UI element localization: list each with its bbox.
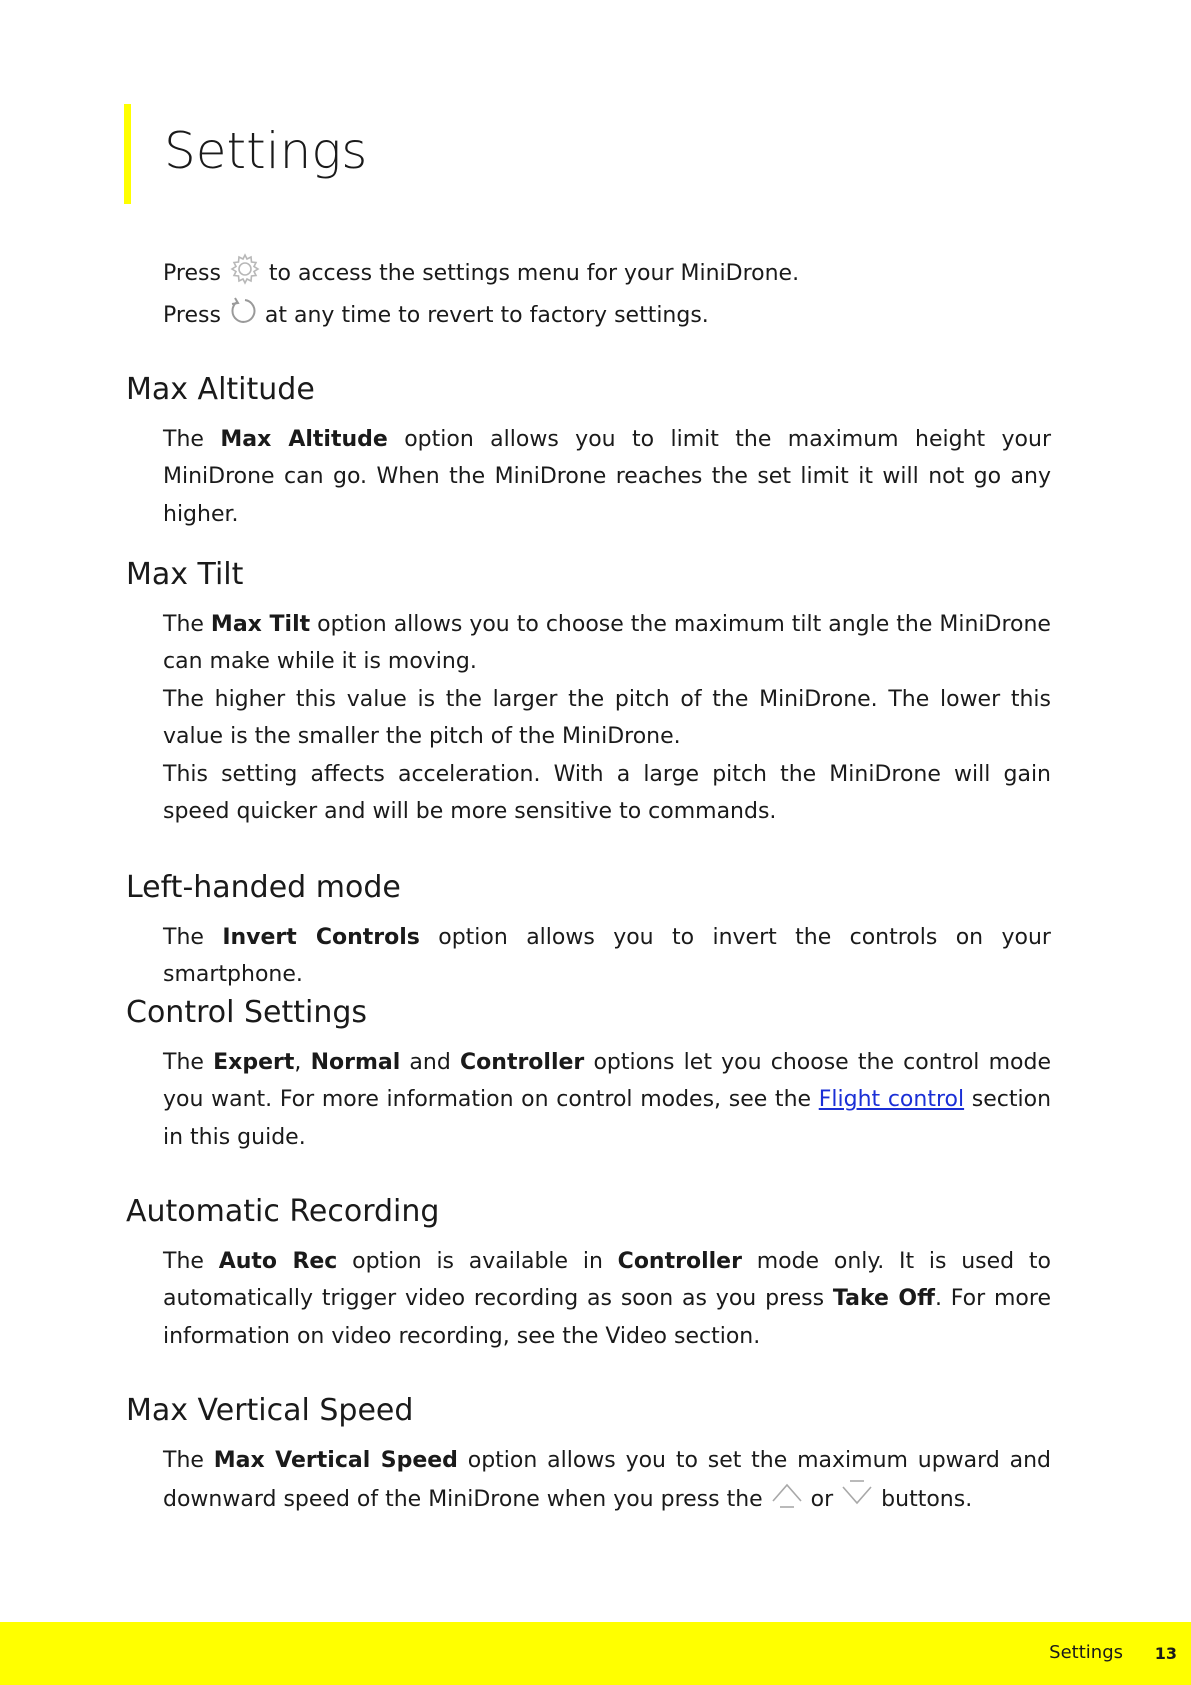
para-max-altitude: The Max Altitude option allows you to limit the maximum height your MiniDrone can go. When the MiniDrone reaches the set limit it will not go any higher. bbox=[163, 427, 1052, 527]
footer-bar bbox=[0, 1622, 1191, 1685]
para-max-tilt-3: This setting affects acceleration. With a large pitch the MiniDrone will gain speed quicker and will be more sensitive to commands. bbox=[163, 762, 1051, 825]
heading-left-handed: Left-handed mode bbox=[126, 870, 401, 905]
heading-max-tilt: Max Tilt bbox=[126, 557, 244, 592]
up-arrow-icon bbox=[770, 1479, 804, 1521]
heading-max-altitude: Max Altitude bbox=[126, 372, 315, 407]
para-left-handed: The Invert Controls option allows you to invert the controls on your smartphone. bbox=[163, 925, 1051, 988]
flight-control-link[interactable]: Flight control bbox=[818, 1087, 965, 1113]
para-max-vertical-speed: The Max Vertical Speed option allows you to set the maximum upward and downward speed of the MiniDrone when you press the or buttons. bbox=[163, 1442, 1051, 1522]
para-max-tilt-2: The higher this value is the larger the pitch of the MiniDrone. The lower this value is the smaller the pitch of the MiniDrone. bbox=[163, 687, 1051, 750]
para-auto-recording: The Auto Rec option is available in Controller mode only. It is used to automatically trigger video recording as soon as you press Take Off. For more information on video recording, see the Video section. bbox=[163, 1249, 1051, 1349]
heading-auto-recording: Automatic Recording bbox=[126, 1194, 440, 1229]
intro-text: at any time to revert to factory settings. bbox=[257, 302, 709, 328]
heading-max-vertical-speed: Max Vertical Speed bbox=[126, 1393, 414, 1428]
down-arrow-icon bbox=[840, 1479, 874, 1521]
footer-page-number: 13 bbox=[1154, 1644, 1177, 1663]
intro-line-reset bbox=[163, 296, 1063, 336]
para-control-settings: The Expert, Normal and Controller options let you choose the control mode you want. For more information on control modes, see the Flight control section in this guide. bbox=[163, 1050, 1052, 1150]
intro-text: to access the settings menu for your MiniDrone. bbox=[261, 260, 800, 286]
page-title: Settings bbox=[164, 122, 368, 180]
intro-text: Press bbox=[163, 260, 228, 286]
heading-control-settings: Control Settings bbox=[126, 995, 368, 1030]
footer-section-label: Settings bbox=[1049, 1642, 1123, 1663]
intro-text: Press bbox=[163, 302, 228, 328]
intro-line-settings bbox=[163, 252, 1063, 296]
reset-icon bbox=[228, 296, 258, 336]
para-max-tilt-1: The Max Tilt option allows you to choose the maximum tilt angle the MiniDrone can make while it is moving. bbox=[163, 612, 1051, 675]
title-accent-bar bbox=[124, 104, 131, 204]
gear-icon bbox=[228, 252, 262, 296]
